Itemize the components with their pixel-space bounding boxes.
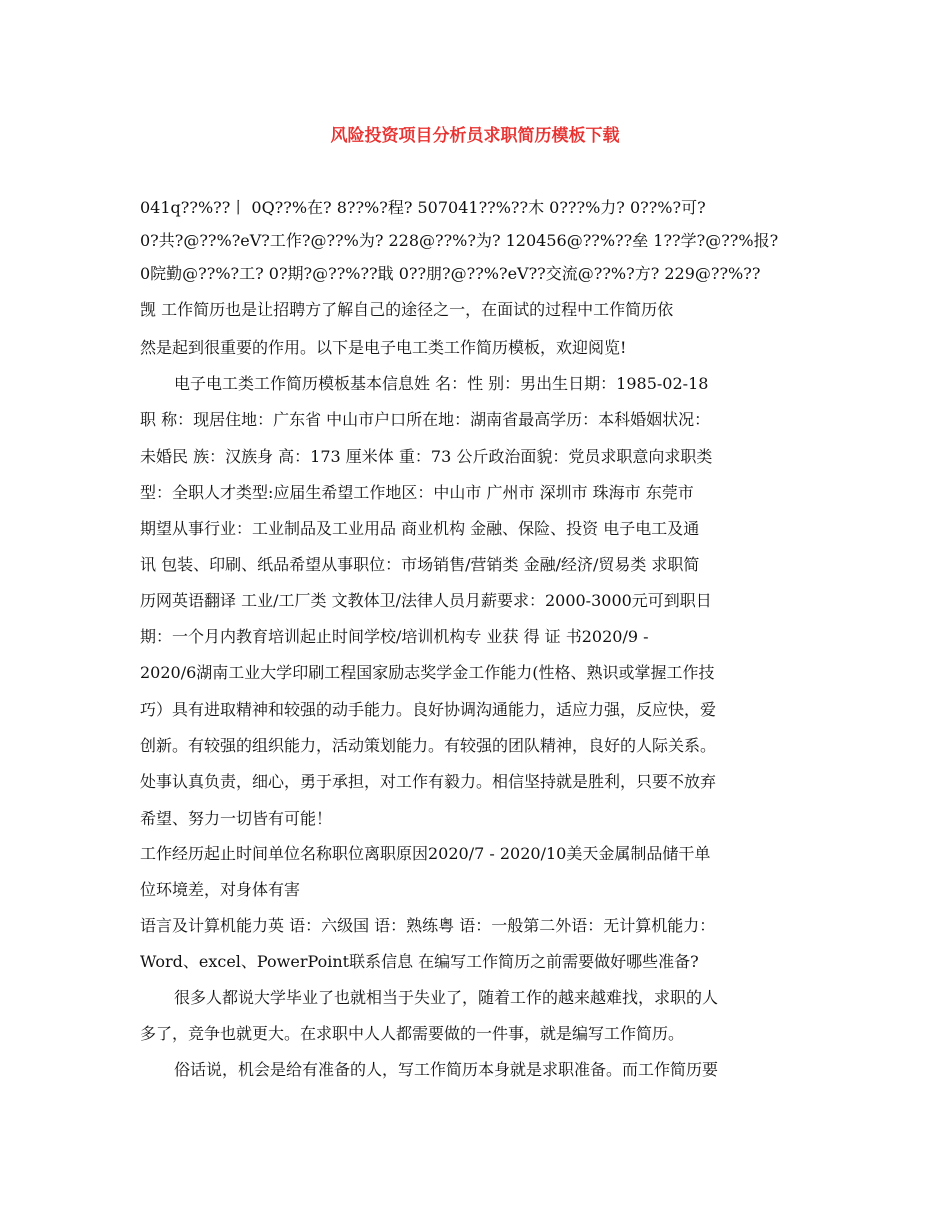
body-line: 语言及计算机能力英 语：六级国 语：熟练粤 语：一般第二外语：无计算机能力： [140,916,716,935]
body-line: 未婚民 族：汉族身 高：173 厘米体 重：73 公斤政治面貌：党员求职意向求职类 [140,447,713,466]
body-line: 创新。有较强的组织能力，活动策划能力。有较强的团队精神，良好的人际关系。 [140,736,717,755]
document-title: 风险投资项目分析员求职简历模板下载 [330,126,620,146]
body-line: 希望、努力一切皆有可能！ [140,809,333,828]
body-line: 0院勤@??%?工? 0?期?@??%??戢 0??朋?@??%?eV??交流@??%?方? 229@??%?? [140,264,761,283]
body-line: 巧）具有进取精神和较强的动手能力。良好协调沟通能力，适应力强，反应快，爱 [140,700,717,719]
body-line: 历网英语翻译 工业/工厂类 文教体卫/法律人员月薪要求：2000-3000元可到职日 [140,591,712,610]
body-line: 然是起到很重要的作用。以下是电子电工类工作简历模板，欢迎阅览! [140,338,627,357]
body-line: 0?共?@??%?eV?工作?@??%为? 228@??%?为? 120456@??%??垒 1??学?@??%报? [140,231,779,250]
body-line: 职 称：现居住地：广东省 中山市户口所在地：湖南省最高学历：本科婚姻状况： [140,410,711,429]
body-line: 041q??%??丨 0Q??%在? 8??%?程? 507041??%??木 0???%力? 0??%?可? [140,198,706,217]
body-line: 位环境差，对身体有害 [140,880,301,899]
body-line: 型：全职人才类型:应届生希望工作地区：中山市 广州市 深圳市 珠海市 东莞市 [140,483,694,502]
body-line: Word、excel、PowerPoint联系信息 在编写工作简历之前需要做好哪些准备? [140,952,699,971]
body-line: 处事认真负责，细心，勇于承担，对工作有毅力。相信坚持就是胜利，只要不放弃 [140,772,717,791]
body-line: 多了，竞争也就更大。在求职中人人都需要做的一件事，就是编写工作简历。 [140,1024,685,1043]
body-line: 2020/6湖南工业大学印刷工程国家励志奖学金工作能力(性格、熟识或掌握工作技 [140,663,715,682]
body-line: 俗话说，机会是给有准备的人，写工作简历本身就是求职准备。而工作简历要 [174,1060,719,1079]
body-line: 觊 工作简历也是让招聘方了解自己的途径之一，在面试的过程中工作简历依 [140,300,674,319]
body-line: 讯 包装、印刷、纸品希望从事职位：市场销售/营销类 金融/经济/贸易类 求职简 [140,555,700,574]
body-line: 电子电工类工作简历模板基本信息姓 名：性 别：男出生日期：1985-02-18 [174,374,709,393]
body-line: 工作经历起止时间单位名称职位离职原因2020/7 - 2020/10美天金属制品储干单 [140,844,711,863]
body-line: 期：一个月内教育培训起止时间学校/培训机构专 业获 得 证 书2020/9 - [140,627,649,646]
body-line: 很多人都说大学毕业了也就相当于失业了，随着工作的越来越难找，求职的人 [174,988,719,1007]
body-line: 期望从事行业：工业制品及工业用品 商业机构 金融、保险、投资 电子电工及通 [140,519,700,538]
